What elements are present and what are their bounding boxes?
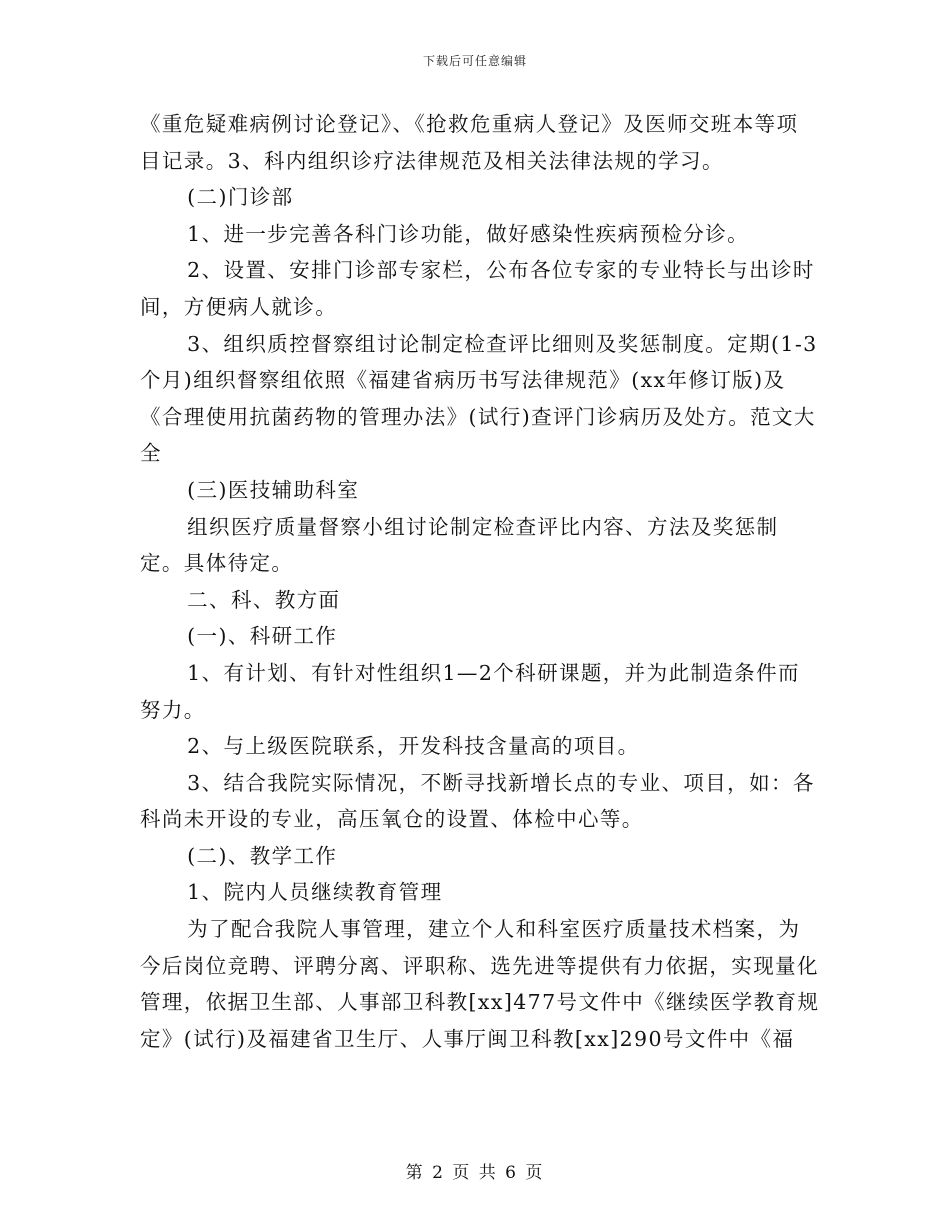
- paragraph-outpatient-2: 2、设置、安排门诊部专家栏，公布各位专家的专业特长与出诊时间，方便病人就诊。: [140, 258, 815, 319]
- heading-outpatient: (二)门诊部: [187, 185, 294, 210]
- paragraph-outpatient-3: 3、组织质控督察组讨论制定检查评比细则及奖惩制度。定期(1-3个月)组织督察组依照《福建省病历书写法律规范》(xx年修订版)及《合理使用抗菌药物的管理办法》(试行)查评门诊病历及处方。范文大全: [140, 331, 818, 466]
- paragraph-research-2: 2、与上级医院联系，开发科技含量高的项目。: [187, 734, 640, 759]
- paragraph-continuing-education: 为了配合我院人事管理，建立个人和科室医疗质量技术档案，为今后岗位竞聘、评聘分离、评职称、选先进等提供有力依据，实现量化管理，依据卫生部、人事部卫科教[xx]477号文件中《继续医学教育规定》(试行)及福建省卫生厅、人事厅闽卫科教[xx]290号文件中《福: [140, 917, 820, 1051]
- page-header: 下载后可任意编辑: [422, 54, 527, 68]
- heading-science-education: 二、科、教方面: [187, 587, 341, 612]
- heading-continuing-education: 1、院内人员继续教育管理: [187, 880, 443, 905]
- paragraph-outpatient-1: 1、进一步完善各科门诊功能，做好感染性疾病预检分诊。: [187, 221, 750, 246]
- paragraph-1: 《重危疑难病例讨论登记》、《抢救危重病人登记》及医师交班本等项目记录。3、科内组织诊疗法律规范及相关法律法规的学习。: [140, 112, 799, 173]
- paragraph-research-3: 3、结合我院实际情况，不断寻找新增长点的专业、项目，如：各科尚未开设的专业，高压氧仓的设置、体检中心等。: [140, 770, 815, 832]
- paragraph-medtech: 组织医疗质量督察小组讨论制定检查评比内容、方法及奖惩制定。具体待定。: [140, 514, 779, 576]
- paragraph-research-1: 1、有计划、有针对性组织1—2个科研课题，并为此制造条件而努力。: [140, 660, 800, 722]
- heading-teaching: (二)、教学工作: [187, 843, 338, 868]
- heading-medtech: (三)医技辅助科室: [187, 477, 360, 502]
- heading-research: (一)、科研工作: [187, 624, 338, 649]
- page-footer: 第 2 页 共 6 页: [405, 1163, 545, 1183]
- document-body: [140, 106, 820, 1057]
